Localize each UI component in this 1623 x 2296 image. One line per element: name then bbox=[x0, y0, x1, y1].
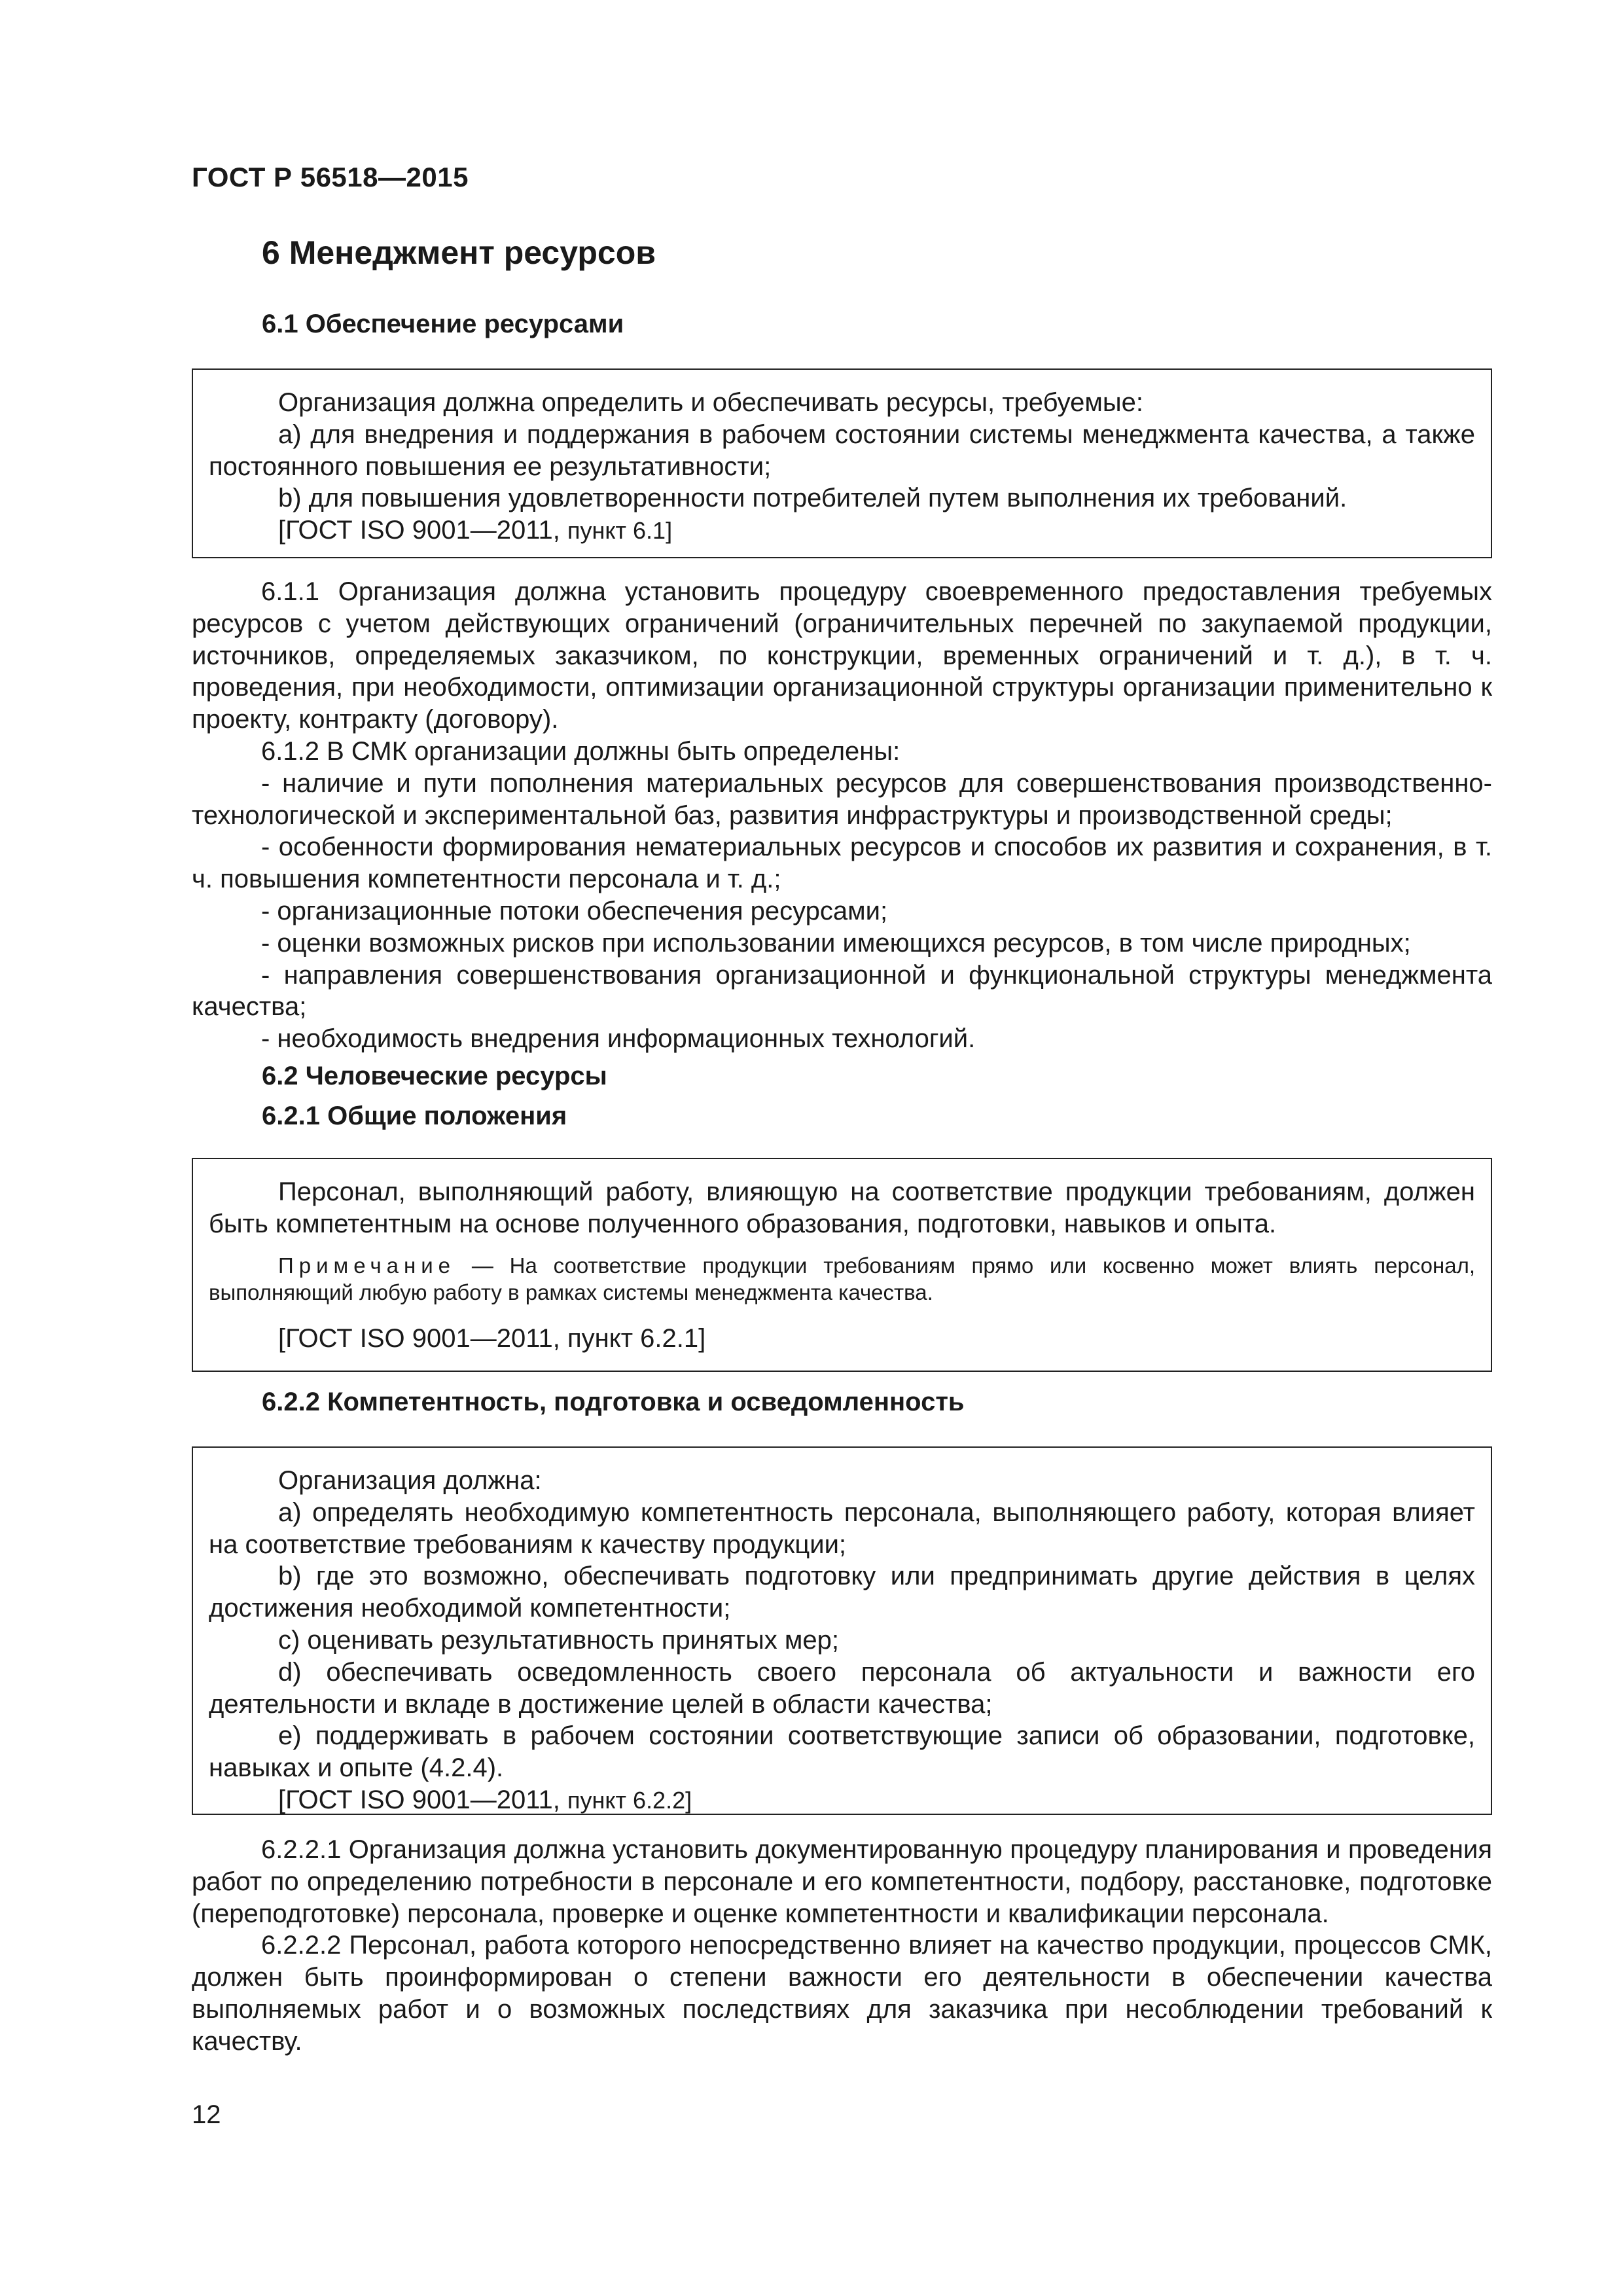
quote-item: b) где это возможно, обеспечивать подготовку или предпринимать другие действия в целях достижения необходимой компетентности; bbox=[209, 1562, 1475, 1623]
section-6-2-2-title: 6.2.2 Компетентность, подготовка и осведомленность bbox=[262, 1388, 965, 1416]
quote-text: Персонал, выполняющий работу, влияющую на соответствие продукции требованиям, должен быть компетентным на основе полученного образования, подготовки, навыков и опыта. bbox=[209, 1177, 1475, 1238]
section-6-1-body bbox=[192, 576, 1492, 1055]
section-6-2-title: 6.2 Человеческие ресурсы bbox=[262, 1062, 607, 1090]
section-6-2-1-title: 6.2.1 Общие положения bbox=[262, 1102, 567, 1130]
page-number: 12 bbox=[192, 2100, 221, 2129]
quote-intro: Организация должна определить и обеспечивать ресурсы, требуемые: bbox=[278, 388, 1144, 417]
quote-item: c) оценивать результативность принятых мер; bbox=[278, 1625, 839, 1655]
document-code: ГОСТ Р 56518—2015 bbox=[192, 162, 469, 192]
quote-item-a: a) для внедрения и поддержания в рабочем состоянии системы менеджмента качества, а также постоянного повышения ее результативности; bbox=[209, 420, 1475, 481]
quote-item: d) обеспечивать осведомленность своего персонала об актуальности и важности его деятельности и вкладе в достижение целей в области качества; bbox=[209, 1657, 1475, 1719]
list-item: - необходимость внедрения информационных технологий. bbox=[261, 1024, 976, 1054]
paragraph-6-2-2-2: 6.2.2.2 Персонал, работа которого непосредственно влияет на качество продукции, процессов СМК, должен быть проинформирован о степени важности его деятельности в обеспечении качества выполняемых работ и о возможных последствиях для заказчика при несоблюдении требований к качеству. bbox=[192, 1931, 1492, 2056]
quote-reference: [ГОСТ ISO 9001—2011, пункт 6.2.1] bbox=[278, 1323, 706, 1353]
section-6-title: 6 Менеджмент ресурсов bbox=[262, 234, 656, 271]
quote-box-6-2-2 bbox=[192, 1446, 1492, 1815]
list-item: - особенности формирования нематериальных ресурсов и способов их развития и сохранения, в т. ч. повышения компетентности персонала и т. д.; bbox=[192, 833, 1492, 894]
quote-item-b: b) для повышения удовлетворенности потребителей путем выполнения их требований. bbox=[278, 484, 1347, 513]
paragraph-6-1-1: 6.1.1 Организация должна установить процедуру своевременного предоставления требуемых ресурсов с учетом действующих ограничений (ограничительных перечней по закупаемой продукции, источников, определяемых заказчиком, по конструкции, временных ограничений и т. д.), в т. ч. проведения, при необходимости, оптимизации организационной структуры организации применительно к проекту, контракту (договору). bbox=[192, 577, 1492, 734]
quote-reference: [ГОСТ ISO 9001—2011, пункт 6.1] bbox=[278, 516, 673, 545]
paragraph-6-1-2: 6.1.2 В СМК организации должны быть определены: bbox=[261, 736, 901, 766]
quote-reference: [ГОСТ ISO 9001—2011, пункт 6.2.2] bbox=[278, 1785, 692, 1814]
list-item: - оценки возможных рисков при использовании имеющихся ресурсов, в том числе природных; bbox=[261, 928, 1411, 958]
paragraph-6-2-2-1: 6.2.2.1 Организация должна установить документированную процедуру планирования и проведения работ по определению потребности в персонале и его компетентности, подбору, расстановке, подготовке (переподготовке) персонала, проверке и оценке компетентности и квалификации персонала. bbox=[192, 1835, 1492, 1928]
quote-item: e) поддерживать в рабочем состоянии соответствующие записи об образовании, подготовке, навыках и опыте (4.2.4). bbox=[209, 1721, 1475, 1783]
quote-item: a) определять необходимую компетентность персонала, выполняющего работу, которая влияет на соответствие требованиям к качеству продукции; bbox=[209, 1498, 1475, 1559]
quote-box-6-1 bbox=[192, 368, 1492, 558]
list-item: - направления совершенствования организационной и функциональной структуры менеджмента качества; bbox=[192, 960, 1492, 1022]
section-6-1-title: 6.1 Обеспечение ресурсами bbox=[262, 310, 624, 338]
list-item: - организационные потоки обеспечения ресурсами; bbox=[261, 896, 888, 925]
quote-note: Примечание — На соответствие продукции требованиям прямо или косвенно может влиять персонал, выполняющий любую работу в рамках системы менеджмента качества. bbox=[209, 1253, 1475, 1304]
quote-box-6-2-1 bbox=[192, 1158, 1492, 1372]
section-6-2-2-body bbox=[192, 1834, 1492, 2058]
quote-intro: Организация должна: bbox=[278, 1466, 542, 1495]
list-item: - наличие и пути пополнения материальных ресурсов для совершенствования производственно-технологической и экспериментальной баз, развития инфраструктуры и производственной среды; bbox=[192, 768, 1492, 830]
